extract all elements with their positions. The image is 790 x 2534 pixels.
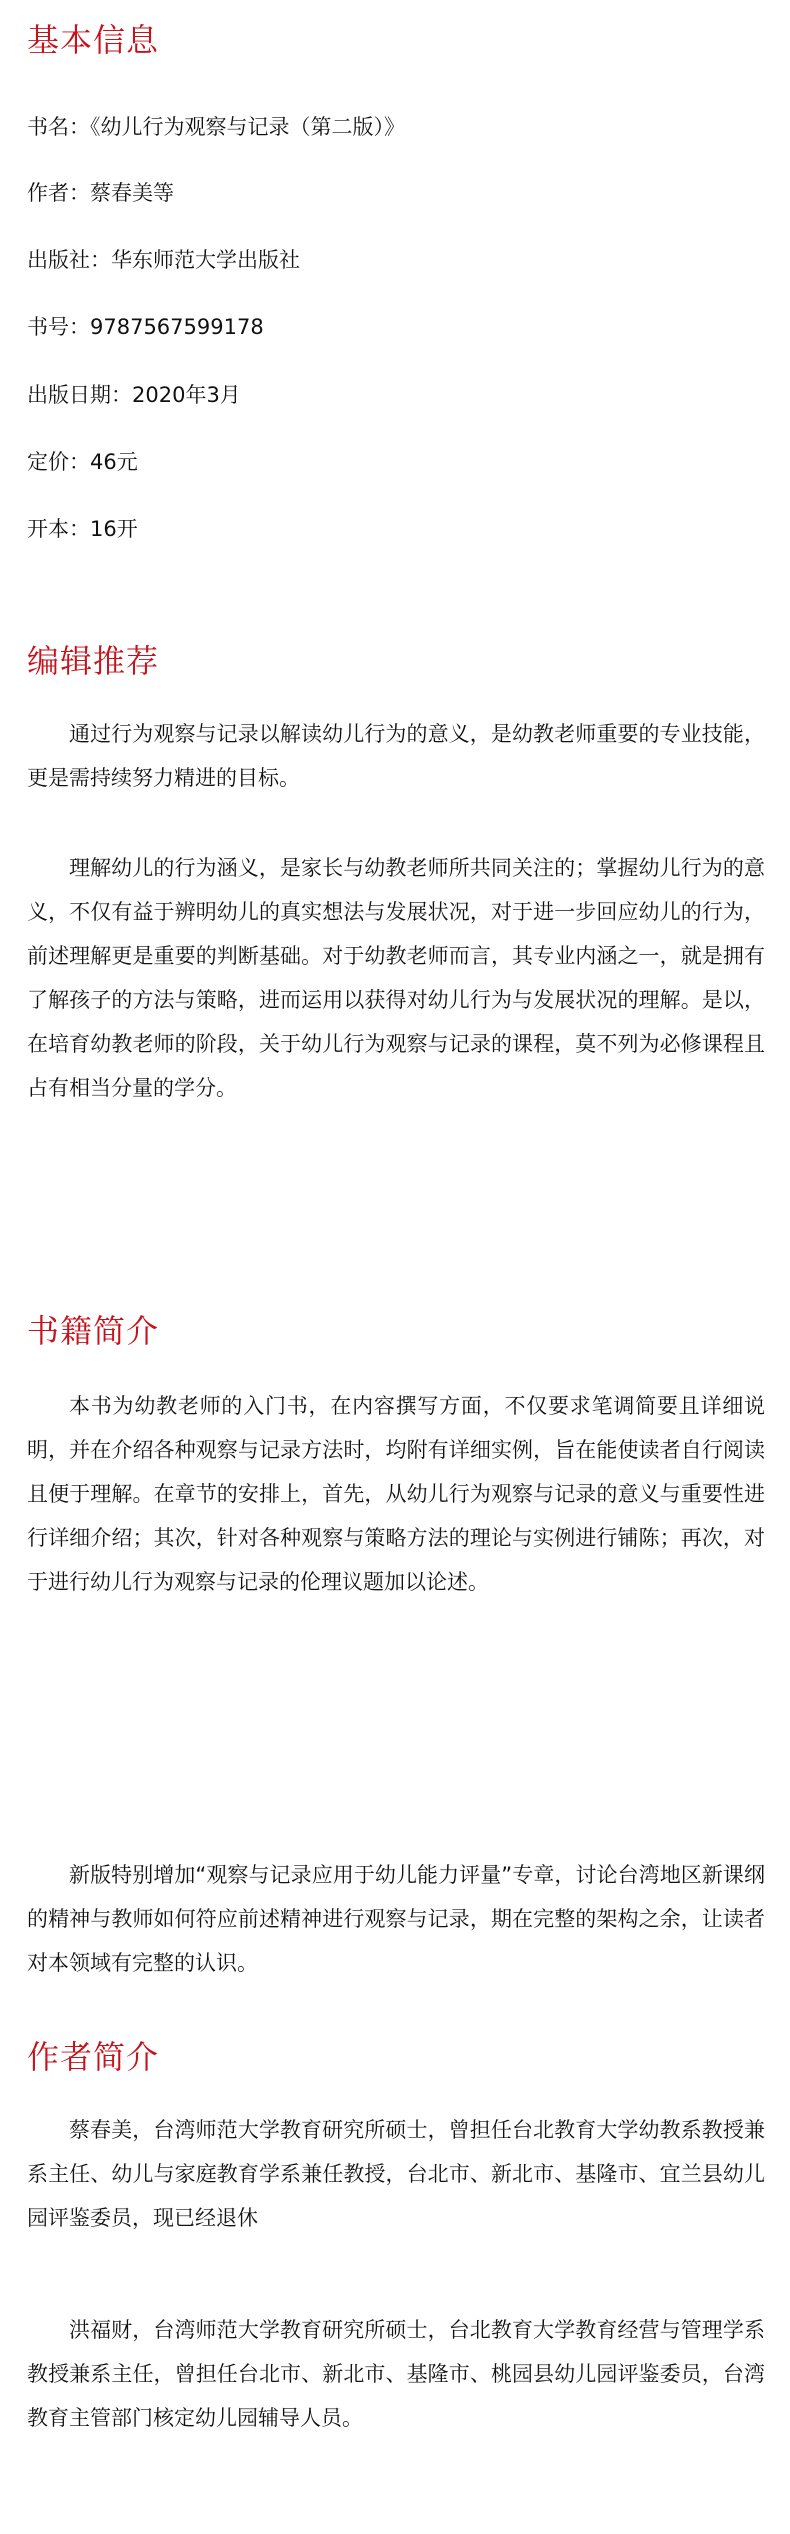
book-title-line: 书名：《幼儿行为观察与记录（第二版）》 [27,115,405,139]
editor-recommendation-paragraph: 通过行为观察与记录以解读幼儿行为的意义，是幼教老师重要的专业技能，更是需持续努力精进的目标。 [27,722,765,790]
publisher-line: 出版社：华东师范大学出版社 [27,248,300,272]
publish-date-line: 出版日期：2020年3月 [27,383,241,407]
book-intro-paragraph: 新版特别增加“观察与记录应用于幼儿能力评量”专章，讨论台湾地区新课纲的精神与教师如何符应前述精神进行观察与记录，期在完整的架构之余，让读者对本领域有完整的认识。 [27,1863,765,1975]
author-intro-heading: 作者简介 [27,2038,160,2076]
basic-info-heading: 基本信息 [27,21,160,59]
format-line: 开本：16开 [27,517,138,541]
author-line: 作者：蔡春美等 [27,181,174,205]
book-intro-paragraph: 本书为幼教老师的入门书，在内容撰写方面，不仅要求笔调简要且详细说明，并在介绍各种观察与记录方法时，均附有详细实例，旨在能使读者自行阅读且便于理解。在章节的安排上，首先，从幼儿行为观察与记录的意义与重要性进行详细介绍；其次，针对各种观察与策略方法的理论与实例进行铺陈；再次，对于进行幼儿行为观察与记录的伦理议题加以论述。 [27,1394,765,1594]
editor-recommendation-heading: 编辑推荐 [27,642,160,680]
editor-recommendation-paragraph: 理解幼儿的行为涵义，是家长与幼教老师所共同关注的；掌握幼儿行为的意义，不仅有益于辨明幼儿的真实想法与发展状况，对于进一步回应幼儿的行为，前述理解更是重要的判断基础。对于幼教老师而言，其专业内涵之一，就是拥有了解孩子的方法与策略，进而运用以获得对幼儿行为与发展状况的理解。是以，在培育幼教老师的阶段，关于幼儿行为观察与记录的课程，莫不列为必修课程且占有相当分量的学分。 [27,856,765,1100]
book-intro-heading: 书籍简介 [27,1312,160,1350]
author-intro-paragraph: 洪福财，台湾师范大学教育研究所硕士，台北教育大学教育经营与管理学系教授兼系主任，曾担任台北市、新北市、基隆市、桃园县幼儿园评鉴委员，台湾教育主管部门核定幼儿园辅导人员。 [27,2318,765,2430]
author-intro-paragraph: 蔡春美，台湾师范大学教育研究所硕士，曾担任台北教育大学幼教系教授兼系主任、幼儿与家庭教育学系兼任教授，台北市、新北市、基隆市、宜兰县幼儿园评鉴委员，现已经退休 [27,2118,765,2230]
price-line: 定价：46元 [27,450,138,474]
isbn-line: 书号：9787567599178 [27,315,264,339]
